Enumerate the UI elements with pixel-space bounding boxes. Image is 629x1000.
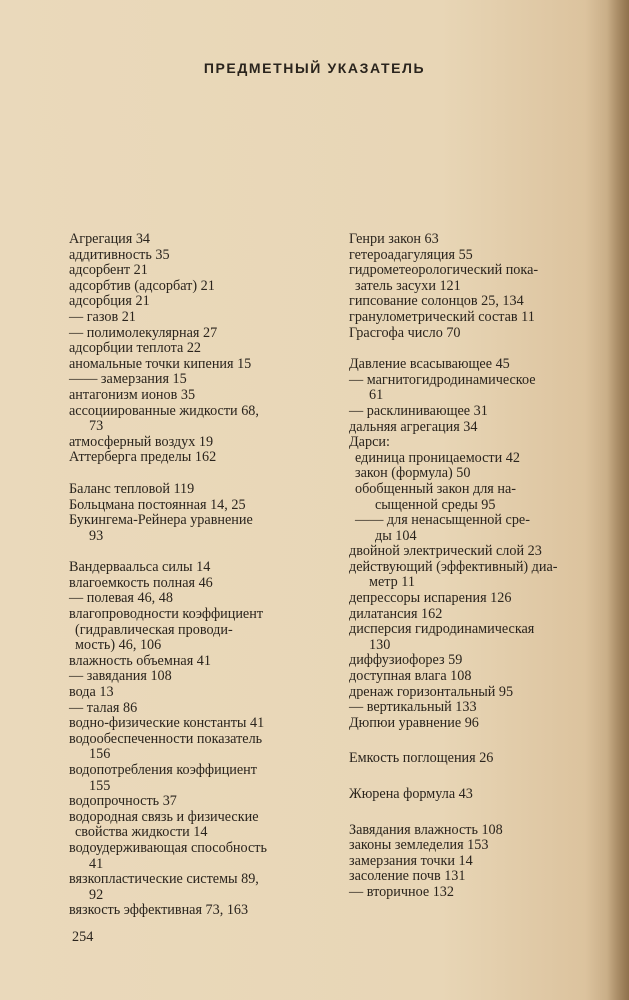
index-entry: дренаж горизонтальный 95 [349,683,514,700]
index-entry: водородная связь и физические [69,808,259,825]
index-entry: —— для ненасыщенной сре- [355,512,530,529]
index-entry: 73 [89,418,104,435]
index-entry: вязкопластические системы 89, [69,871,259,888]
page-title: ПРЕДМЕТНЫЙ УКАЗАТЕЛЬ [203,60,426,76]
index-entry: гипсование солонцов 25, 134 [349,293,524,310]
entry-gap [69,466,309,482]
index-entry: засоление почв 131 [349,868,466,885]
index-entry: адсорбция 21 [69,293,150,310]
spine-shadow [607,0,629,1000]
index-entry: Емкость поглощения 26 [349,750,494,767]
index-entry: свойства жидкости 14 [75,824,208,841]
index-entry: влажность объемная 41 [69,652,211,669]
index-entry: водопрочность 37 [69,793,177,810]
index-entry: Жюрена формула 43 [349,786,473,802]
index-entry: — завядания 108 [69,668,172,685]
index-entry: гранулометрический состав 11 [349,308,535,325]
index-entry: водно-физические константы 41 [69,715,265,732]
index-entry: сыщенной среды 95 [375,496,496,513]
index-entry: ды 104 [375,527,417,544]
index-entry: 130 [369,636,391,653]
index-entry: двойной электрический слой 23 [349,543,542,560]
index-entry: Больцмана постоянная 14, 25 [69,496,246,513]
index-entry: законы земледелия 153 [349,837,489,854]
index-entry: адсорбции теплота 22 [69,340,202,357]
index-entry: Грасгофа число 70 [349,324,461,341]
entry-gap [349,731,585,751]
index-entry: диффузиофорез 59 [349,652,463,669]
index-entry: Аттерберга пределы 162 [69,449,217,466]
index-entry: — талая 86 [69,699,138,716]
index-entry: влагопроводности коэффициент [69,606,264,623]
index-entry: Завядания влажность 108 [349,821,503,838]
index-entry: Дюпюи уравнение 96 [349,714,479,731]
index-entry: единица проницаемости 42 [355,449,520,466]
index-entry: затель засухи 121 [355,277,461,294]
index-entry: 156 [89,746,111,763]
index-entry: Агрегация 34 [69,231,151,247]
index-entry: мость) 46, 106 [75,637,162,654]
entry-gap [69,544,309,560]
index-entry: замерзания точки 14 [349,852,473,869]
index-entry: доступная влага 108 [349,668,472,685]
index-entry: адсорбтив (адсорбат) 21 [69,277,215,294]
index-entry: (гидравлическая проводи- [75,621,233,638]
index-entry: —— замерзания 15 [69,371,187,388]
index-entry: водообеспеченности показатель [69,730,263,747]
index-entry: Букингема-Рейнера уравнение [69,512,253,529]
index-entry: — газов 21 [69,308,136,325]
index-entry: водоудерживающая способность [69,839,267,856]
index-entry: Вандерваальса силы 14 [69,559,211,576]
index-entry: адсорбент 21 [69,262,148,279]
index-entry: обобщенный закон для на- [355,480,516,497]
index-entry: 93 [89,527,104,544]
index-entry: закон (формула) 50 [355,465,471,482]
index-entry: 61 [369,387,384,404]
index-entry: Генри закон 63 [349,231,439,247]
index-entry: дисперсия гидродинамическая [349,621,535,638]
index-entry: Давление всасывающее 45 [349,356,510,373]
index-entry: ассоциированные жидкости 68, [69,402,259,419]
index-entry: депрессоры испарения 126 [349,590,512,607]
index-entry: аддитивность 35 [69,246,170,263]
entry-gap [349,767,585,787]
index-entry: — вторичное 132 [349,883,454,900]
index-entry: метр 11 [369,574,415,591]
index-entry: влагоемкость полная 46 [69,574,213,591]
index-entry: атмосферный воздух 19 [69,433,214,450]
index-entry: гидрометеорологический пока- [349,262,539,279]
index-entry: Баланс тепловой 119 [69,480,195,497]
index-entry: 41 [89,855,104,872]
index-entry: 155 [89,777,111,794]
index-entry: — магнитогидродинамическое [349,371,536,388]
index-entry: — вертикальный 133 [349,699,477,716]
index-column-right [349,232,585,901]
index-entry: гетероадагуляция 55 [349,246,473,263]
index-entry: — полевая 46, 48 [69,590,173,607]
index-entry: дилатансия 162 [349,605,443,622]
index-entry: аномальные точки кипения 15 [69,355,252,372]
index-entry: вода 13 [69,684,114,701]
index-entry: — расклинивающее 31 [349,402,488,419]
page-number: 254 [72,929,94,945]
index-entry: — полимолекулярная 27 [69,324,218,341]
index-entry: дальняя агрегация 34 [349,418,478,435]
entry-gap [349,341,585,357]
index-entry: Дарси: [349,434,390,451]
index-entry: действующий (эффективный) диа- [349,558,558,575]
entry-gap [349,803,585,823]
index-entry: антагонизм ионов 35 [69,386,196,403]
index-entry: вязкость эффективная 73, 163 [69,902,249,919]
index-column-left [69,232,309,919]
index-entry: водопотребления коэффициент [69,762,257,778]
index-entry: 92 [89,886,104,903]
